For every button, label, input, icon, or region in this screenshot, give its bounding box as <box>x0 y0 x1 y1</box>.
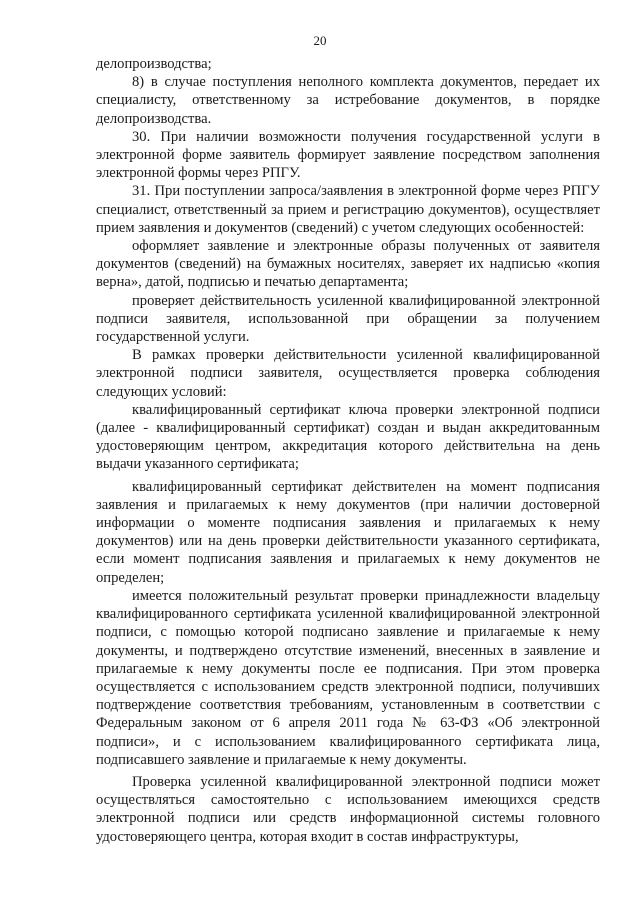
document-body <box>96 55 600 846</box>
paragraph-signature-check-methods: Проверка усиленной квалифицированной электронной подписи может осуществляться самостоятельно с использованием имеющихся средств электронной подписи или средств информационной системы головного удостоверяющего центра, которая входит в состав инфраструктуры, <box>96 773 600 845</box>
paragraph-condition-certificate-issued: квалифицированный сертификат ключа проверки электронной подписи (далее - квалифицированный сертификат) создан и выдан аккредитованным удостоверяющим центром, аккредитация которого действительна на день выдачи указанного сертификата; <box>96 401 600 473</box>
paragraph-item-8: 8) в случае поступления неполного комплекта документов, передает их специалисту, ответственному за истребование документов, в порядке делопроизводства. <box>96 74 600 127</box>
paragraph-condition-certificate-valid: квалифицированный сертификат действителен на момент подписания заявления и прилагаемых к нему документов (при наличии достоверной информации о моменте подписания заявления и прилагаемых к нему документов) или на день проверки действительности указанного сертификата, если момент подписания заявления и прилагаемых к нему документов не определен; <box>96 478 600 586</box>
paragraph-continuation: делопроизводства; <box>96 56 212 72</box>
paragraph-checks-signature: проверяет действительность усиленной квалифицированной электронной подписи заявителя, использованной при обращении за получением государственной услуги. <box>96 292 600 346</box>
paragraph-verification-scope: В рамках проверки действительности усиленной квалифицированной электронной подписи заявителя, осуществляется проверка соблюдения следующих условий: <box>96 347 600 400</box>
page-number: 20 <box>313 33 327 48</box>
paragraph-registers-application: оформляет заявление и электронные образы полученных от заявителя документов (сведений) на бумажных носителях, заверяет их надписью «копия верна», датой, подписью и печатью департамента; <box>96 238 600 291</box>
paragraph-clause-31: 31. При поступлении запроса/заявления в электронной форме через РПГУ специалист, ответственный за прием и регистрацию документов), осуществляет прием заявления и документов (сведений) с учетом следующих особенностей: <box>96 183 600 236</box>
paragraph-clause-30: 30. При наличии возможности получения государственной услуги в электронной форме заявитель формирует заявление посредством заполнения электронной формы через РПГУ. <box>96 128 600 182</box>
paragraph-condition-ownership-check: имеется положительный результат проверки принадлежности владельцу квалифицированного сертификата усиленной квалифицированной электронной подписи, с помощью которой подписано заявление и прилагаемые к нему документы, и подтверждено отсутствие изменений, внесенных в заявление и прилагаемые к нему документы после ее подписания. При этом проверка осуществляется с использованием средств электронной подписи, получивших подтверждение соответствия требованиям, установленным в соответствии с Федеральным законом от 6 апреля 2011 года № 63-ФЗ «Об электронной подписи», и с использованием квалифицированного сертификата лица, подписавшего заявление и прилагаемые к нему документы. <box>96 587 600 768</box>
